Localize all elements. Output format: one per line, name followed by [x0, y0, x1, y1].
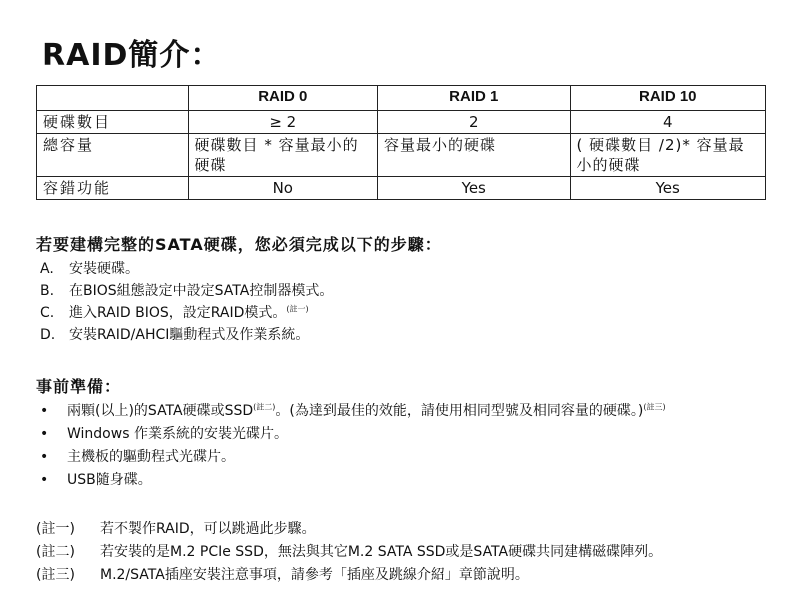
list-item — [40, 324, 333, 346]
table-row — [37, 134, 766, 177]
footnotes — [36, 518, 662, 587]
table-cell: 硬碟數目 * 容量最小的硬碟 — [188, 134, 377, 177]
bullet: • — [40, 403, 49, 419]
footnote-text: 若不製作RAID，可以跳過此步驟。 — [100, 521, 316, 537]
table-header-raid1: RAID 1 — [378, 86, 570, 111]
table-header-raid0: RAID 0 — [188, 86, 377, 111]
steps-list — [40, 258, 333, 346]
raid-comparison-table — [36, 85, 766, 200]
note-reference: (註二) — [253, 402, 276, 412]
footnote — [36, 541, 662, 564]
list-item — [40, 302, 333, 324]
step-text: 安裝RAID/AHCI驅動程式及作業系統。 — [69, 327, 310, 343]
table-header-empty — [37, 86, 189, 111]
prep-text: 主機板的驅動程式光碟片。 — [67, 449, 235, 465]
prep-list — [40, 400, 666, 492]
table-cell: ≥ 2 — [188, 111, 377, 134]
footnote-key: (註三) — [36, 567, 75, 583]
table-cell: No — [188, 177, 377, 200]
row-label-total-capacity: 總容量 — [37, 134, 189, 177]
row-label-fault-tolerance: 容錯功能 — [37, 177, 189, 200]
step-text — [69, 302, 309, 324]
table-cell: Yes — [570, 177, 766, 200]
table-cell: ( 硬碟數目 /2)* 容量最小的硬碟 — [570, 134, 766, 177]
table-header-raid10: RAID 10 — [570, 86, 766, 111]
prep-text-part: 兩顆(以上)的SATA硬碟或SSD — [67, 403, 254, 419]
table-cell: 4 — [570, 111, 766, 134]
table-cell: Yes — [378, 177, 570, 200]
step-marker: B. — [40, 283, 55, 299]
table-cell: 2 — [378, 111, 570, 134]
footnote — [36, 564, 662, 587]
footnote-text: M.2/SATA插座安裝注意事項，請參考「插座及跳線介紹」章節說明。 — [100, 567, 529, 583]
page-title: RAID簡介： — [42, 38, 222, 73]
prep-heading: 事前準備： — [36, 377, 122, 396]
list-item — [40, 280, 333, 302]
step-marker: C. — [40, 305, 55, 321]
prep-text: USB隨身碟。 — [67, 472, 152, 488]
footnote-key: (註二) — [36, 544, 75, 560]
list-item — [40, 400, 666, 423]
prep-text: Windows 作業系統的安裝光碟片。 — [67, 426, 288, 442]
prep-text — [67, 400, 666, 423]
list-item — [40, 469, 666, 492]
footnote-text: 若安裝的是M.2 PCIe SSD，無法與其它M.2 SATA SSD或是SATA硬碟共同建構磁碟陣列。 — [100, 544, 663, 560]
step-marker: A. — [40, 261, 54, 277]
steps-heading: 若要建構完整的SATA硬碟，您必須完成以下的步驟： — [36, 235, 442, 254]
table-row — [37, 177, 766, 200]
note-reference: (註三) — [643, 402, 666, 412]
table-row — [37, 111, 766, 134]
bullet: • — [40, 426, 49, 442]
table-cell: 容量最小的硬碟 — [378, 134, 570, 177]
list-item — [40, 423, 666, 446]
step-text: 安裝硬碟。 — [69, 261, 139, 277]
bullet: • — [40, 472, 49, 488]
row-label-disk-count: 硬碟數目 — [37, 111, 189, 134]
step-text: 在BIOS組態設定中設定SATA控制器模式。 — [69, 283, 334, 299]
footnote-key: (註一) — [36, 521, 75, 537]
note-reference: (註一) — [286, 304, 309, 314]
list-item — [40, 258, 333, 280]
step-marker: D. — [40, 327, 56, 343]
footnote — [36, 518, 662, 541]
step-text-main: 進入RAID BIOS，設定RAID模式。 — [69, 305, 287, 321]
list-item — [40, 446, 666, 469]
table-header-row — [37, 86, 766, 111]
bullet: • — [40, 449, 49, 465]
prep-text-part: 。(為達到最佳的效能，請使用相同型號及相同容量的硬碟。) — [275, 403, 644, 419]
